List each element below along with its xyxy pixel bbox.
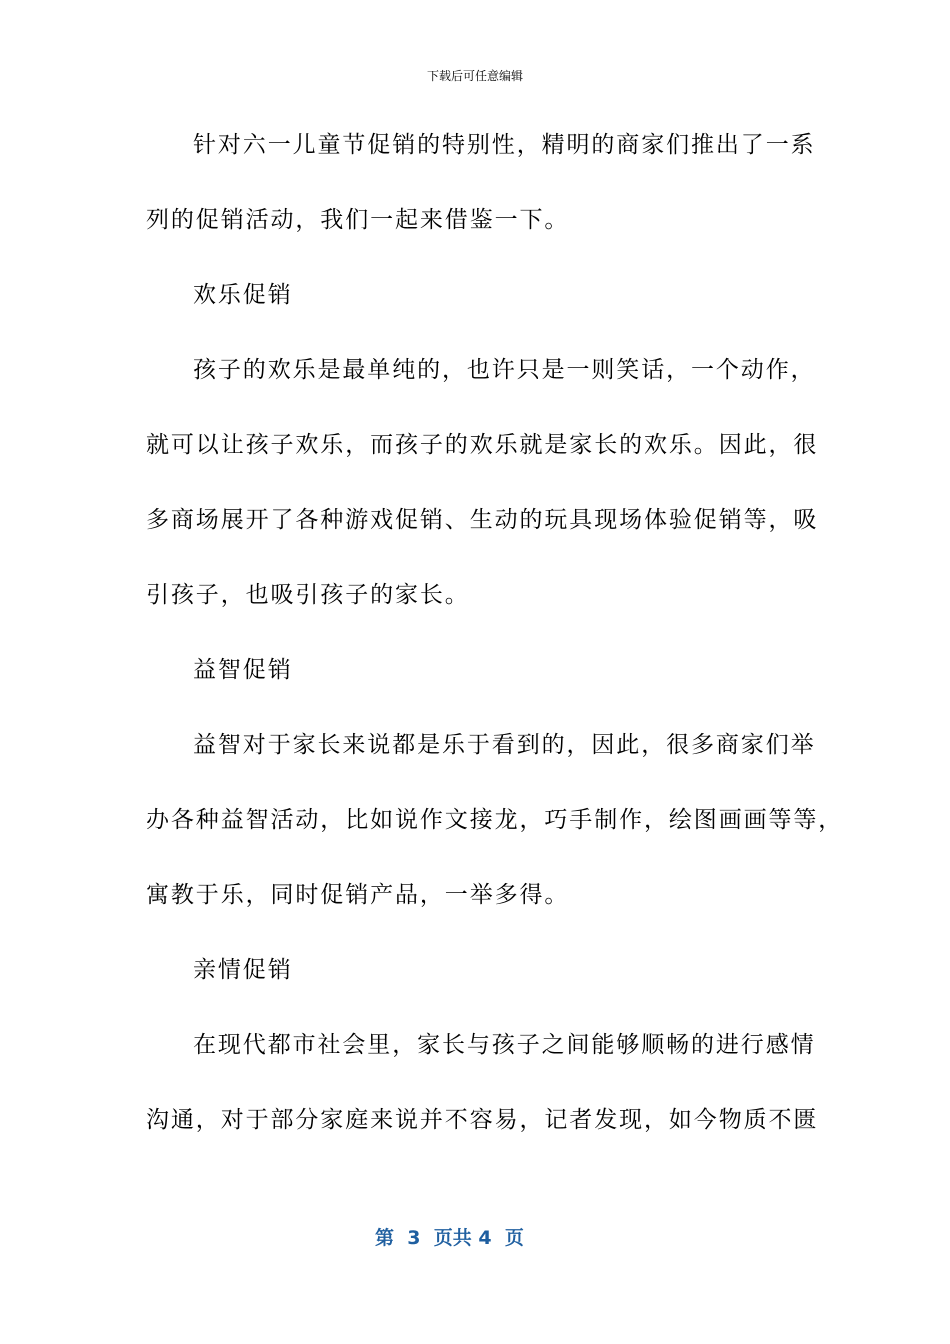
page-number-footer [375,1225,524,1251]
text-line: 引孩子，也吸引孩子的家长。 [146,582,470,608]
text-line: 列的促销活动，我们一起来借鉴一下。 [146,207,570,233]
section-heading: 欢乐促销 [193,282,293,308]
text-line: 办各种益智活动，比如说作文接龙，巧手制作，绘图画画等等， [146,807,844,833]
text-line: 在现代都市社会里，家长与孩子之间能够顺畅的进行感情 [193,1032,816,1058]
text-line: 就可以让孩子欢乐，而孩子的欢乐就是家长的欢乐。因此，很 [146,432,819,458]
section-heading: 亲情促销 [193,957,293,983]
section-heading: 益智促销 [193,657,293,683]
footer-prefix: 第 [375,1227,395,1249]
current-page-number: 3 [407,1227,421,1249]
footer-middle: 页共 [433,1227,472,1249]
total-pages-number: 4 [478,1227,492,1249]
text-line: 寓教于乐，同时促销产品，一举多得。 [146,882,570,908]
text-line: 多商场展开了各种游戏促销、生动的玩具现场体验促销等，吸 [146,507,819,533]
text-line: 益智对于家长来说都是乐于看到的，因此，很多商家们举 [193,732,816,758]
text-line: 沟通，对于部分家庭来说并不容易，记者发现，如今物质不匮 [146,1107,819,1133]
footer-suffix: 页 [504,1227,524,1249]
text-line: 针对六一儿童节促销的特别性，精明的商家们推出了一系 [193,132,816,158]
header-note: 下载后可任意编辑 [426,69,523,83]
text-line: 孩子的欢乐是最单纯的，也许只是一则笑话，一个动作， [193,357,816,383]
